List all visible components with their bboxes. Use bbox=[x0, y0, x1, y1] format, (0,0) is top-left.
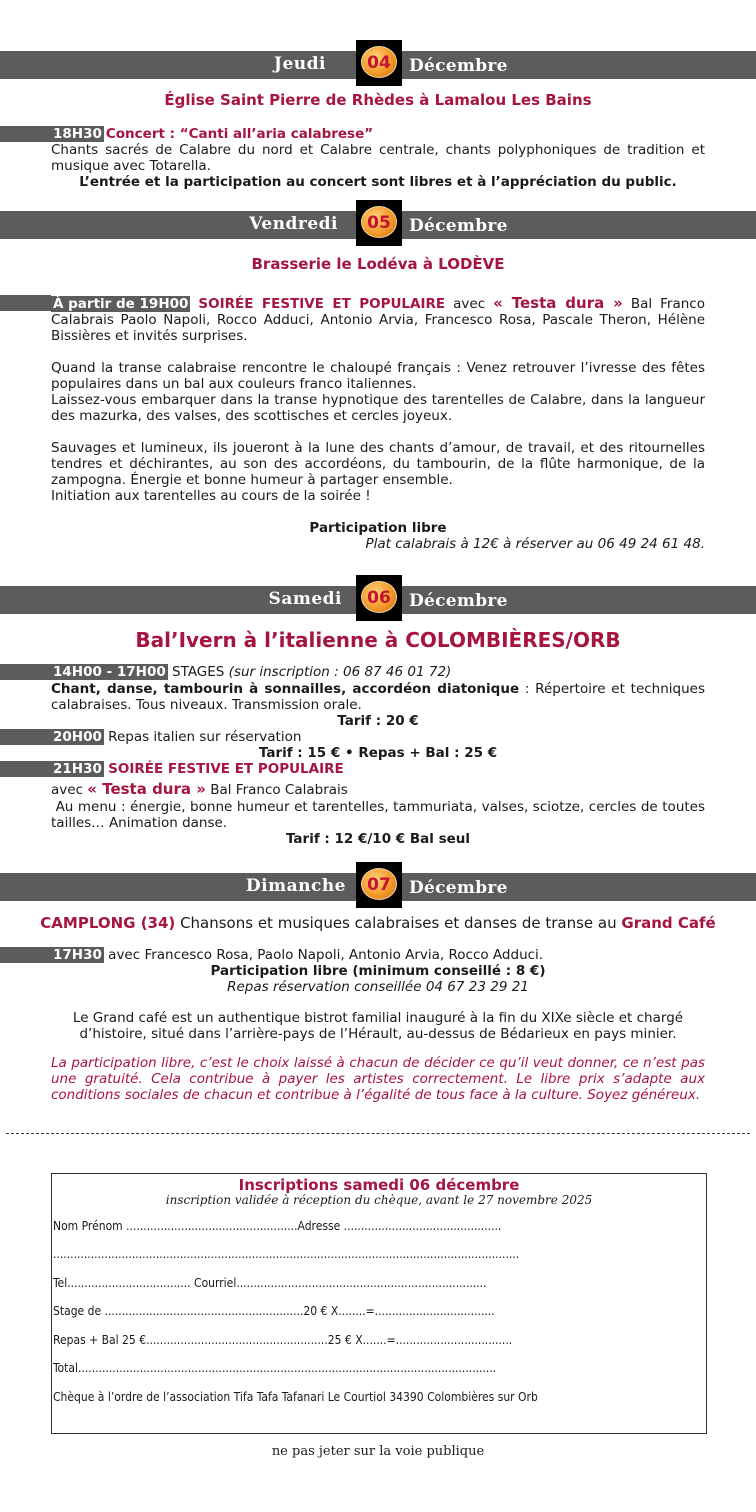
stage-subjects: Chant, danse, tambourin à sonnailles, accordéon diatonique bbox=[51, 681, 520, 697]
date-number: 06 bbox=[367, 588, 391, 608]
event-heading bbox=[51, 295, 705, 344]
form-row-address-cont[interactable]: ........................................................................................................................................ bbox=[53, 1247, 520, 1261]
participation-label: Participation libre bbox=[309, 520, 447, 536]
menu-description: Au menu : énergie, bonne humeur et tarentelles, tammuriata, valses, sciotze, cercles de toutes tailles… Animation danse. bbox=[51, 799, 710, 831]
inscription-form bbox=[51, 1173, 707, 1434]
date-badge bbox=[356, 40, 402, 86]
time-tag: 17H30 bbox=[53, 947, 102, 963]
day-header-jeudi bbox=[0, 51, 756, 79]
date-badge bbox=[356, 200, 402, 246]
time-bar bbox=[0, 295, 51, 311]
event-title: SOIRÉE FESTIVE ET POPULAIRE bbox=[198, 296, 446, 312]
event-title: Concert : “Canti all’aria calabrese” bbox=[105, 126, 374, 142]
venue-title: Bal’Ivern à l’italienne à COLOMBIÈRES/ORB bbox=[135, 628, 621, 652]
event-heading bbox=[51, 126, 705, 142]
time-tag: 20H00 bbox=[53, 729, 102, 745]
soiree-heading bbox=[51, 761, 705, 777]
paragraph: Quand la transe calabraise rencontre le chaloupé français : Venez retrouver l’ivresse des fêtes populaires dans un bal aux couleurs franco italiennes. bbox=[51, 360, 705, 392]
form-row-cheque: Chèque à l’ordre de l’association Tifa Tafa Tafanari Le Courtiol 34390 Colombières sur Orb bbox=[53, 1390, 538, 1404]
time-tag: 14H00 - 17H00 bbox=[53, 664, 166, 680]
form-row-stage[interactable]: Stage de ..........................................................20 € X........=................................... bbox=[53, 1304, 495, 1318]
concert-heading bbox=[51, 947, 705, 963]
venue-line bbox=[0, 914, 756, 932]
participation-label: Participation libre (minimum conseillé : 8 €) bbox=[210, 963, 546, 979]
cut-line bbox=[6, 1133, 750, 1134]
paragraph: Initiation aux tarentelles au cours de la soirée ! bbox=[51, 488, 371, 504]
avec-label: avec bbox=[453, 296, 486, 312]
stages-label: STAGES bbox=[172, 664, 225, 680]
avec-label: avec bbox=[51, 782, 83, 798]
band-name: « Testa dura » bbox=[87, 780, 206, 798]
day-header-dimanche bbox=[0, 873, 756, 901]
participation-libre-note: La participation libre, c’est le choix laissé à chacun de décider ce qu’il veut donner, ce n’est pas une gratuité. Cela contribue à payer les artistes correctement. Le libre prix s’adapte aux conditions sociales de chacun et contribue à l’égalité de tous face à la culture. Soyez généreux. bbox=[51, 1055, 705, 1103]
time-tag: À partir de 19H00 bbox=[53, 296, 189, 312]
artists: avec Francesco Rosa, Paolo Napoli, Antonio Arvia, Rocco Adduci. bbox=[108, 947, 544, 963]
form-row-name-address[interactable]: Nom Prénom ..................................................Adresse .............................................. bbox=[53, 1219, 502, 1233]
band-name: « Testa dura » bbox=[493, 294, 623, 312]
footer-note: ne pas jeter sur la voie publique bbox=[271, 1444, 485, 1459]
cafe-description: Le Grand café est un authentique bistrot familial inauguré à la fin du XIXe siècle et chargé d’histoire, situé dans l’arrière-pays de l’Hérault, au-dessus de Bédarieux en pays minier. bbox=[72, 1010, 684, 1042]
month-label: Décembre bbox=[409, 591, 508, 611]
time-bar bbox=[0, 126, 51, 142]
stage-details: : Répertoire et techniques calabraises. Tous niveaux. Transmission orale. bbox=[51, 681, 706, 713]
month-label: Décembre bbox=[409, 56, 508, 76]
stages-heading bbox=[51, 664, 705, 680]
form-title: Inscriptions samedi 06 décembre bbox=[238, 1176, 520, 1194]
form-row-tel-email[interactable]: Tel.................................... Courriel......................................................................... bbox=[53, 1276, 487, 1290]
date-badge bbox=[356, 575, 402, 621]
stage-description bbox=[51, 681, 705, 713]
weekday-label: Samedi bbox=[268, 589, 342, 609]
tarif-stage: Tarif : 20 € bbox=[337, 713, 419, 729]
event-title: SOIRÉE FESTIVE ET POPULAIRE bbox=[108, 761, 344, 777]
time-tag: 18H30 bbox=[53, 126, 102, 142]
form-subtitle: inscription validée à réception du chèque, avant le 27 novembre 2025 bbox=[165, 1193, 593, 1207]
intro-text: Chansons et musiques calabraises et danses de transe au bbox=[175, 914, 622, 932]
cafe-name: Grand Café bbox=[621, 914, 716, 932]
event-note: L’entrée et la participation au concert sont libres et à l’appréciation du public. bbox=[79, 174, 677, 190]
weekday-label: Dimanche bbox=[245, 876, 346, 896]
band-description: Bal Franco Calabrais bbox=[210, 782, 348, 798]
tarif-repas: Tarif : 15 € • Repas + Bal : 25 € bbox=[258, 745, 498, 761]
tarif-bal: Tarif : 12 €/10 € Bal seul bbox=[285, 831, 471, 847]
month-label: Décembre bbox=[409, 216, 508, 236]
date-number: 04 bbox=[367, 53, 391, 73]
repas-label: Repas italien sur réservation bbox=[108, 729, 302, 745]
weekday-label: Jeudi bbox=[273, 54, 326, 74]
venue-title: Brasserie le Lodéva à LODÈVE bbox=[251, 255, 505, 273]
form-row-total[interactable]: Total.......................................................................................................................... bbox=[53, 1361, 497, 1375]
event-description: Chants sacrés de Calabre du nord et Calabre centrale, chants polyphoniques de tradition et musique avec Totarella. bbox=[51, 142, 705, 174]
band-description: Bal Franco Calabrais Paolo Napoli, Rocco Adduci, Antonio Arvia, Francesco Rosa, Pascale Theron, Hélène Bissières et invités surprises. bbox=[51, 296, 705, 344]
month-label: Décembre bbox=[409, 878, 508, 898]
venue-title: Église Saint Pierre de Rhèdes à Lamalou Les Bains bbox=[164, 91, 592, 109]
place-name: CAMPLONG (34) bbox=[40, 914, 176, 932]
plat-reservation: Plat calabrais à 12€ à réserver au 06 49 24 61 48. bbox=[365, 536, 705, 552]
date-number: 05 bbox=[367, 213, 391, 233]
paragraph: Laissez-vous embarquer dans la transe hypnotique des tarentelles de Calabre, dans la langueur des mazurka, des valses, des scottisches et cercles joyeux. bbox=[51, 392, 705, 424]
day-header-samedi bbox=[0, 586, 756, 614]
weekday-label: Vendredi bbox=[249, 214, 338, 234]
time-tag: 21H30 bbox=[53, 761, 102, 777]
band-line bbox=[51, 781, 705, 798]
paragraph: Sauvages et lumineux, ils joueront à la lune des chants d’amour, de travail, et des ritournelles tendres et déchirantes, au son des accordéons, du tambourin, de la flûte harmonique, de la zampogna. Énergie et bonne humeur à partager ensemble. bbox=[51, 440, 705, 488]
stages-note: (sur inscription : 06 87 46 01 72) bbox=[228, 664, 452, 680]
day-header-vendredi bbox=[0, 211, 756, 239]
date-badge bbox=[356, 862, 402, 908]
date-number: 07 bbox=[367, 875, 391, 895]
form-row-repas-bal[interactable]: Repas + Bal 25 €.....................................................25 € X.......=.................................. bbox=[53, 1333, 513, 1347]
repas-heading bbox=[51, 729, 705, 745]
reservation-note: Repas réservation conseillée 04 67 23 29 21 bbox=[227, 979, 529, 995]
